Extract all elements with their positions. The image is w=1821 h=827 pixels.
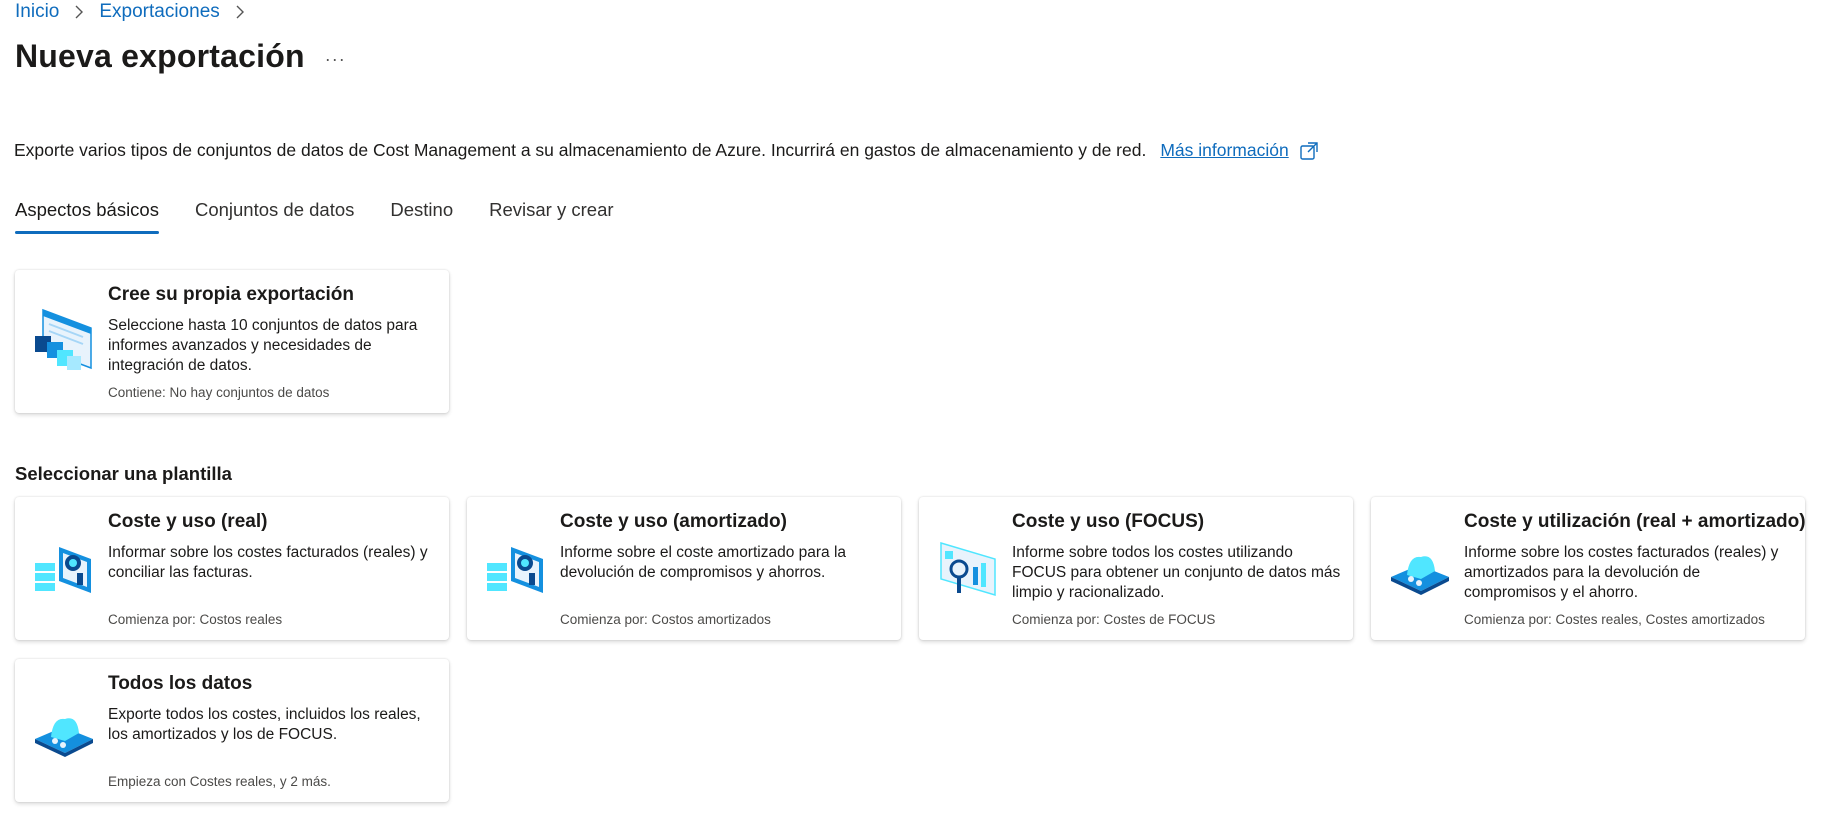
template-card-focus[interactable] bbox=[919, 497, 1353, 640]
card-title: Coste y uso (amortizado) bbox=[560, 511, 787, 532]
custom-export-card[interactable] bbox=[15, 270, 449, 413]
card-title: Coste y utilización (real + amortizado) bbox=[1464, 511, 1806, 532]
card-footer: Contiene: No hay conjuntos de datos bbox=[108, 385, 330, 400]
all-data-icon bbox=[33, 695, 95, 765]
tab-review-create[interactable]: Revisar y crear bbox=[489, 199, 614, 220]
template-card-actual-amortized[interactable] bbox=[1371, 497, 1805, 640]
custom-export-icon bbox=[33, 306, 95, 376]
card-description: Exporte todos los costes, incluidos los reales, los amortizados y los de FOCUS. bbox=[108, 706, 421, 743]
breadcrumb bbox=[15, 0, 250, 24]
card-description: Informe sobre el coste amortizado para la devolución de compromisos y ahorros. bbox=[560, 544, 847, 581]
chevron-right-icon bbox=[230, 2, 250, 22]
tab-destination[interactable]: Destino bbox=[390, 199, 454, 220]
page-description bbox=[14, 140, 1319, 161]
more-options-button[interactable]: ··· bbox=[324, 48, 346, 69]
amortized-cost-icon bbox=[485, 533, 547, 603]
page-title: Nueva exportación bbox=[15, 38, 305, 74]
chevron-right-icon bbox=[69, 2, 89, 22]
card-footer: Comienza por: Costos amortizados bbox=[560, 612, 771, 627]
card-description: Informar sobre los costes facturados (reales) y conciliar las facturas. bbox=[108, 544, 428, 581]
tab-basics[interactable]: Aspectos básicos bbox=[15, 199, 159, 234]
card-title: Coste y uso (FOCUS) bbox=[1012, 511, 1205, 532]
tab-datasets[interactable]: Conjuntos de datos bbox=[194, 199, 355, 220]
template-card-actual[interactable] bbox=[15, 497, 449, 640]
wizard-tabs bbox=[15, 199, 614, 234]
card-title: Coste y uso (real) bbox=[108, 511, 268, 532]
card-footer: Comienza por: Costes de FOCUS bbox=[1012, 612, 1216, 627]
card-description: Informe sobre todos los costes utilizando FOCUS para obtener un conjunto de datos más limpio y racionalizado. bbox=[1012, 544, 1341, 601]
template-card-amortized[interactable] bbox=[467, 497, 901, 640]
open-external-icon[interactable] bbox=[1299, 141, 1319, 161]
breadcrumb-home-link[interactable]: Inicio bbox=[15, 1, 60, 22]
card-description: Informe sobre los costes facturados (reales) y amortizados para la devolución de compromisos y el ahorro. bbox=[1464, 544, 1779, 601]
card-description: Seleccione hasta 10 conjuntos de datos para informes avanzados y necesidades de integración de datos. bbox=[108, 317, 418, 374]
actual-amortized-icon bbox=[1389, 533, 1451, 603]
breadcrumb-exports-link[interactable]: Exportaciones bbox=[99, 1, 220, 22]
title-row bbox=[15, 38, 350, 75]
card-footer: Empieza con Costes reales, y 2 más. bbox=[108, 774, 331, 789]
card-title: Todos los datos bbox=[108, 673, 253, 694]
card-footer: Comienza por: Costes reales, Costes amortizados bbox=[1464, 612, 1765, 627]
focus-cost-icon bbox=[937, 533, 999, 603]
card-footer: Comienza por: Costos reales bbox=[108, 612, 283, 627]
template-section-title: Seleccionar una plantilla bbox=[15, 463, 232, 484]
actual-cost-icon bbox=[33, 533, 95, 603]
card-title: Cree su propia exportación bbox=[108, 284, 355, 305]
description-text: Exporte varios tipos de conjuntos de datos de Cost Management a su almacenamiento de Azure. Incurrirá en gastos de almacenamiento y de red. bbox=[14, 140, 1147, 160]
template-card-all-data[interactable] bbox=[15, 659, 449, 802]
learn-more-link[interactable]: Más información bbox=[1160, 140, 1289, 160]
